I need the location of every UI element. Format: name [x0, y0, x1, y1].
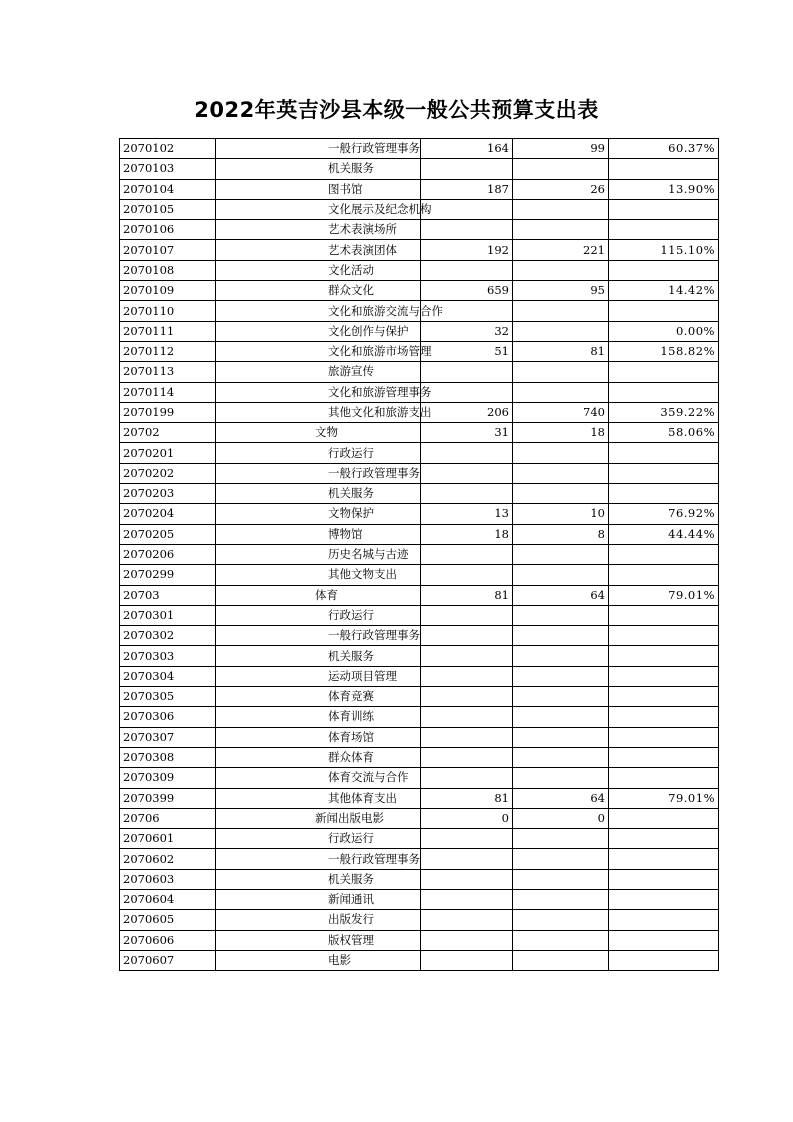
percent-cell: [609, 869, 719, 889]
budget-value-cell: 164: [421, 139, 513, 159]
budget-value-cell: [421, 260, 513, 280]
account-code-cell: 2070113: [120, 362, 216, 382]
budget-value-cell: [421, 463, 513, 483]
actual-value-cell: [513, 484, 609, 504]
budget-value-cell: [421, 605, 513, 625]
percent-cell: [609, 930, 719, 950]
actual-value-cell: [513, 950, 609, 970]
account-code-cell: 2070106: [120, 220, 216, 240]
percent-cell: [609, 463, 719, 483]
account-code-cell: 2070305: [120, 687, 216, 707]
percent-cell: [609, 159, 719, 179]
actual-value-cell: [513, 829, 609, 849]
budget-value-cell: [421, 707, 513, 727]
percent-cell: 58.06%: [609, 423, 719, 443]
account-name-cell: 历史名城与古迹: [216, 544, 421, 564]
account-name-cell: 图书馆: [216, 179, 421, 199]
account-code-cell: 2070301: [120, 605, 216, 625]
percent-cell: [609, 666, 719, 686]
account-name-cell: 其他文化和旅游支出: [216, 402, 421, 422]
budget-value-cell: [421, 666, 513, 686]
percent-cell: [609, 199, 719, 219]
actual-value-cell: [513, 605, 609, 625]
account-name-cell: 运动项目管理: [216, 666, 421, 686]
percent-cell: [609, 382, 719, 402]
actual-value-cell: 18: [513, 423, 609, 443]
table-row: [120, 281, 719, 301]
budget-value-cell: 206: [421, 402, 513, 422]
percent-cell: [609, 768, 719, 788]
percent-cell: [609, 707, 719, 727]
actual-value-cell: [513, 443, 609, 463]
budget-value-cell: 32: [421, 321, 513, 341]
actual-value-cell: [513, 199, 609, 219]
budget-value-cell: [421, 159, 513, 179]
percent-cell: [609, 220, 719, 240]
actual-value-cell: [513, 727, 609, 747]
percent-cell: 13.90%: [609, 179, 719, 199]
account-code-cell: 2070203: [120, 484, 216, 504]
account-name-cell: 机关服务: [216, 484, 421, 504]
table-row: [120, 443, 719, 463]
table-row: [120, 707, 719, 727]
table-row: [120, 362, 719, 382]
budget-value-cell: 81: [421, 585, 513, 605]
table-row: [120, 605, 719, 625]
account-name-cell: 艺术表演团体: [216, 240, 421, 260]
account-code-cell: 2070107: [120, 240, 216, 260]
table-row: [120, 565, 719, 585]
percent-cell: [609, 808, 719, 828]
account-code-cell: 20706: [120, 808, 216, 828]
account-code-cell: 2070199: [120, 402, 216, 422]
table-row: [120, 829, 719, 849]
budget-value-cell: [421, 626, 513, 646]
account-code-cell: 2070308: [120, 747, 216, 767]
table-row: [120, 849, 719, 869]
table-row: [120, 910, 719, 930]
percent-cell: [609, 829, 719, 849]
actual-value-cell: [513, 159, 609, 179]
table-row: [120, 727, 719, 747]
account-name-cell: 行政运行: [216, 829, 421, 849]
account-code-cell: 2070105: [120, 199, 216, 219]
actual-value-cell: [513, 930, 609, 950]
actual-value-cell: 64: [513, 788, 609, 808]
account-code-cell: 2070309: [120, 768, 216, 788]
percent-cell: [609, 646, 719, 666]
actual-value-cell: 26: [513, 179, 609, 199]
account-code-cell: 2070306: [120, 707, 216, 727]
percent-cell: [609, 362, 719, 382]
account-code-cell: 2070304: [120, 666, 216, 686]
account-name-cell: 群众体育: [216, 747, 421, 767]
account-code-cell: 2070110: [120, 301, 216, 321]
account-name-cell: 体育: [216, 585, 421, 605]
table-row: [120, 768, 719, 788]
table-row: [120, 544, 719, 564]
actual-value-cell: 95: [513, 281, 609, 301]
table-row: [120, 687, 719, 707]
account-name-cell: 行政运行: [216, 443, 421, 463]
account-name-cell: 电影: [216, 950, 421, 970]
budget-value-cell: [421, 565, 513, 585]
table-row: [120, 666, 719, 686]
table-row: [120, 747, 719, 767]
table-row: [120, 808, 719, 828]
table-row: [120, 423, 719, 443]
budget-value-cell: 192: [421, 240, 513, 260]
account-name-cell: 一般行政管理事务: [216, 849, 421, 869]
account-name-cell: 其他体育支出: [216, 788, 421, 808]
account-name-cell: 体育交流与合作: [216, 768, 421, 788]
account-code-cell: 2070104: [120, 179, 216, 199]
table-row: [120, 646, 719, 666]
account-code-cell: 2070206: [120, 544, 216, 564]
percent-cell: [609, 849, 719, 869]
actual-value-cell: [513, 869, 609, 889]
account-code-cell: 2070602: [120, 849, 216, 869]
percent-cell: [609, 484, 719, 504]
budget-value-cell: [421, 727, 513, 747]
table-row: [120, 524, 719, 544]
account-code-cell: 2070604: [120, 889, 216, 909]
account-name-cell: 文化创作与保护: [216, 321, 421, 341]
account-code-cell: 2070601: [120, 829, 216, 849]
account-code-cell: 2070303: [120, 646, 216, 666]
budget-value-cell: [421, 747, 513, 767]
table-row: [120, 484, 719, 504]
account-name-cell: 体育竞赛: [216, 687, 421, 707]
percent-cell: [609, 950, 719, 970]
account-code-cell: 2070307: [120, 727, 216, 747]
actual-value-cell: [513, 301, 609, 321]
percent-cell: [609, 260, 719, 280]
budget-value-cell: [421, 646, 513, 666]
budget-value-cell: [421, 889, 513, 909]
table-row: [120, 341, 719, 361]
percent-cell: [609, 747, 719, 767]
account-name-cell: 文物保护: [216, 504, 421, 524]
percent-cell: 14.42%: [609, 281, 719, 301]
actual-value-cell: [513, 666, 609, 686]
budget-value-cell: [421, 382, 513, 402]
budget-value-cell: [421, 950, 513, 970]
budget-value-cell: [421, 910, 513, 930]
page-title: 2022年英吉沙县本级一般公共预算支出表: [194, 98, 599, 122]
table-row: [120, 402, 719, 422]
actual-value-cell: [513, 626, 609, 646]
percent-cell: [609, 626, 719, 646]
percent-cell: [609, 910, 719, 930]
account-code-cell: 2070205: [120, 524, 216, 544]
budget-value-cell: [421, 829, 513, 849]
table-row: [120, 159, 719, 179]
account-name-cell: 旅游宣传: [216, 362, 421, 382]
percent-cell: [609, 301, 719, 321]
table-row: [120, 321, 719, 341]
account-code-cell: 2070204: [120, 504, 216, 524]
actual-value-cell: 221: [513, 240, 609, 260]
account-code-cell: 2070108: [120, 260, 216, 280]
account-name-cell: 版权管理: [216, 930, 421, 950]
table-row: [120, 930, 719, 950]
budget-value-cell: 81: [421, 788, 513, 808]
actual-value-cell: [513, 382, 609, 402]
budget-value-cell: 187: [421, 179, 513, 199]
account-code-cell: 2070103: [120, 159, 216, 179]
budget-table-body: [120, 139, 719, 971]
actual-value-cell: [513, 260, 609, 280]
table-row: [120, 220, 719, 240]
budget-value-cell: [421, 544, 513, 564]
account-code-cell: 2070111: [120, 321, 216, 341]
account-code-cell: 20703: [120, 585, 216, 605]
budget-value-cell: [421, 484, 513, 504]
account-name-cell: 其他文物支出: [216, 565, 421, 585]
actual-value-cell: [513, 646, 609, 666]
account-code-cell: 2070102: [120, 139, 216, 159]
actual-value-cell: 10: [513, 504, 609, 524]
account-name-cell: 文化和旅游管理事务: [216, 382, 421, 402]
actual-value-cell: [513, 565, 609, 585]
budget-value-cell: [421, 687, 513, 707]
percent-cell: [609, 687, 719, 707]
table-row: [120, 382, 719, 402]
account-code-cell: 2070201: [120, 443, 216, 463]
account-name-cell: 体育场馆: [216, 727, 421, 747]
percent-cell: 79.01%: [609, 788, 719, 808]
percent-cell: [609, 544, 719, 564]
account-code-cell: 2070299: [120, 565, 216, 585]
table-row: [120, 869, 719, 889]
account-name-cell: 一般行政管理事务: [216, 463, 421, 483]
actual-value-cell: [513, 707, 609, 727]
percent-cell: 60.37%: [609, 139, 719, 159]
account-code-cell: 2070114: [120, 382, 216, 402]
account-name-cell: 出版发行: [216, 910, 421, 930]
table-row: [120, 199, 719, 219]
table-row: [120, 240, 719, 260]
actual-value-cell: 8: [513, 524, 609, 544]
table-row: [120, 301, 719, 321]
account-name-cell: 一般行政管理事务: [216, 626, 421, 646]
budget-value-cell: 659: [421, 281, 513, 301]
account-name-cell: 行政运行: [216, 605, 421, 625]
budget-value-cell: [421, 443, 513, 463]
account-name-cell: 文化展示及纪念机构: [216, 199, 421, 219]
actual-value-cell: 99: [513, 139, 609, 159]
budget-table: [119, 138, 719, 971]
account-name-cell: 新闻通讯: [216, 889, 421, 909]
percent-cell: 115.10%: [609, 240, 719, 260]
account-name-cell: 机关服务: [216, 159, 421, 179]
percent-cell: 76.92%: [609, 504, 719, 524]
percent-cell: 158.82%: [609, 341, 719, 361]
actual-value-cell: 0: [513, 808, 609, 828]
actual-value-cell: 64: [513, 585, 609, 605]
actual-value-cell: [513, 687, 609, 707]
percent-cell: [609, 605, 719, 625]
actual-value-cell: 740: [513, 402, 609, 422]
table-row: [120, 260, 719, 280]
account-name-cell: 体育训练: [216, 707, 421, 727]
budget-value-cell: [421, 220, 513, 240]
percent-cell: [609, 565, 719, 585]
account-name-cell: 文化和旅游市场管理: [216, 341, 421, 361]
percent-cell: 79.01%: [609, 585, 719, 605]
actual-value-cell: [513, 768, 609, 788]
actual-value-cell: [513, 321, 609, 341]
budget-value-cell: 18: [421, 524, 513, 544]
budget-value-cell: [421, 930, 513, 950]
actual-value-cell: [513, 362, 609, 382]
account-code-cell: 2070607: [120, 950, 216, 970]
actual-value-cell: [513, 463, 609, 483]
table-row: [120, 788, 719, 808]
budget-value-cell: [421, 199, 513, 219]
budget-value-cell: [421, 849, 513, 869]
budget-value-cell: 31: [421, 423, 513, 443]
account-code-cell: 2070603: [120, 869, 216, 889]
account-code-cell: 2070202: [120, 463, 216, 483]
account-name-cell: 机关服务: [216, 646, 421, 666]
account-name-cell: 一般行政管理事务: [216, 139, 421, 159]
budget-value-cell: [421, 869, 513, 889]
table-row: [120, 626, 719, 646]
actual-value-cell: [513, 889, 609, 909]
account-code-cell: 2070399: [120, 788, 216, 808]
account-name-cell: 机关服务: [216, 869, 421, 889]
budget-value-cell: 51: [421, 341, 513, 361]
table-row: [120, 504, 719, 524]
actual-value-cell: [513, 220, 609, 240]
table-row: [120, 463, 719, 483]
account-name-cell: 艺术表演场所: [216, 220, 421, 240]
account-code-cell: 2070112: [120, 341, 216, 361]
table-row: [120, 950, 719, 970]
budget-value-cell: [421, 362, 513, 382]
budget-value-cell: 0: [421, 808, 513, 828]
account-name-cell: 群众文化: [216, 281, 421, 301]
budget-value-cell: [421, 768, 513, 788]
account-name-cell: 文物: [216, 423, 421, 443]
percent-cell: 359.22%: [609, 402, 719, 422]
account-name-cell: 文化活动: [216, 260, 421, 280]
account-code-cell: 2070606: [120, 930, 216, 950]
account-name-cell: 博物馆: [216, 524, 421, 544]
actual-value-cell: [513, 910, 609, 930]
account-name-cell: 新闻出版电影: [216, 808, 421, 828]
account-code-cell: 2070302: [120, 626, 216, 646]
percent-cell: 0.00%: [609, 321, 719, 341]
table-row: [120, 139, 719, 159]
actual-value-cell: 81: [513, 341, 609, 361]
table-row: [120, 889, 719, 909]
account-code-cell: 20702: [120, 423, 216, 443]
actual-value-cell: [513, 849, 609, 869]
account-code-cell: 2070605: [120, 910, 216, 930]
table-row: [120, 179, 719, 199]
account-name-cell: 文化和旅游交流与合作: [216, 301, 421, 321]
account-code-cell: 2070109: [120, 281, 216, 301]
percent-cell: [609, 889, 719, 909]
table-row: [120, 585, 719, 605]
percent-cell: [609, 727, 719, 747]
percent-cell: [609, 443, 719, 463]
actual-value-cell: [513, 544, 609, 564]
percent-cell: 44.44%: [609, 524, 719, 544]
budget-value-cell: 13: [421, 504, 513, 524]
actual-value-cell: [513, 747, 609, 767]
